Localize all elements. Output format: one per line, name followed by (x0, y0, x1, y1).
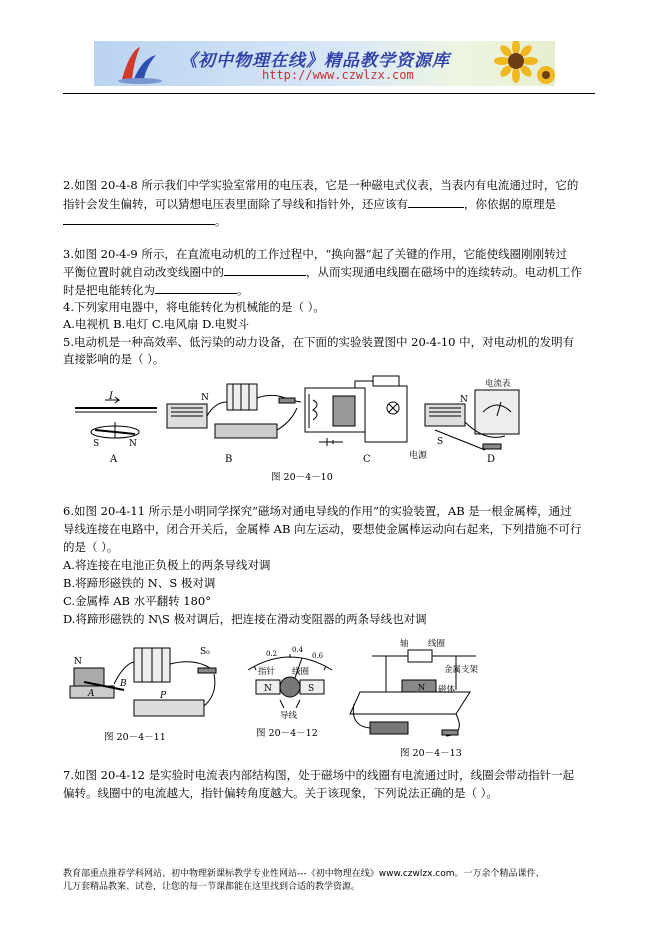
q6-option-c: C.金属棒 AB 水平翻转 180° (63, 594, 211, 608)
fig13-axis: 轴 (400, 639, 409, 649)
fig-d-n: N (460, 395, 468, 405)
fig11-s0: S₀ (200, 647, 210, 657)
fig-d-ammeter-label: 电流表 (485, 379, 511, 389)
fig-b-apparatus (167, 384, 301, 438)
fig12-wire: 导线 (280, 711, 298, 721)
q5-line1: 5.电动机是一种高效率、低污染的动力设备，在下面的实验装置图中 20-4-10 中，对电动机的发明有 (63, 335, 575, 349)
q3-line3: 时是把电能转化为 。 (63, 283, 249, 297)
q6-option-b: B.将蹄形磁铁的 N、S 极对调 (63, 576, 216, 590)
fig12-tick-3: 0.6 (312, 652, 324, 660)
fig12-tick-1: 0.2 (266, 650, 278, 658)
q2-line2a: 指针会发生偏转，可以猜想电压表里面除了导线和指针外，还应该有 (63, 197, 408, 211)
fig-c-apparatus (305, 376, 407, 446)
fig-label-c: C (363, 454, 371, 465)
fig-a-current-label: I (109, 391, 113, 402)
banner-url: http://www.czwlzx.com (262, 68, 414, 82)
fig-d-s: S (437, 437, 444, 447)
fig13-magnet: 磁体 (438, 685, 456, 695)
q2-line2 (63, 196, 556, 212)
q4-options: A.电视机 B.电灯 C.电风扇 D.电熨斗 (63, 317, 250, 331)
fig-caption-20-4-11: 图 20－4－11 (104, 732, 166, 743)
fig12-n: N (264, 684, 272, 694)
fig-a-wire-compass (75, 397, 157, 438)
fig13-bracket: 金属支架 (444, 665, 479, 675)
footer-line1: 教育部重点推荐学科网站、初中物理新课标教学专业性网站---《初中物理在线》www.czwlzx.com。一万余个精品课件、 (63, 869, 545, 879)
fig-label-d: D (487, 454, 496, 465)
q4-stem: 4.下列家用电器中，将电能转化为机械能的是（ ）。 (63, 300, 325, 314)
fig11-b: B (120, 679, 127, 689)
figure-20-4-12 (240, 642, 340, 742)
q5-line2: 直接影响的是（ ）。 (63, 352, 165, 366)
figure-20-4-10 (65, 372, 545, 484)
header-rule (63, 93, 595, 94)
q6-option-d: D.将蹄形磁铁的 N\S 极对调后，把连接在滑动变阻器的两条导线也对调 (63, 612, 427, 626)
q2-line2b: ，你依据的原理是 (464, 197, 556, 211)
fig-caption-20-4-12: 图 20－4－12 (256, 728, 318, 739)
fig11-p: P (160, 691, 167, 701)
q7-line2: 偏转。线圈中的电流越大，指针偏转角度越大。关于该现象，下列说法正确的是（ ）。 (63, 786, 498, 800)
q2-line3: 。 (63, 213, 227, 229)
q2-blank1 (408, 196, 464, 208)
fig-a-s: S (93, 439, 100, 449)
fig-a-n: N (129, 439, 137, 449)
fig12-s: S (308, 684, 315, 694)
fig-b-n: N (201, 393, 209, 403)
fig-label-a: A (110, 454, 118, 465)
site-logo (112, 41, 172, 86)
q3-line2 (63, 264, 582, 280)
fig12-pointer: 指针 (258, 667, 276, 677)
q3-line2a: 平衡位置时就自动改变线圈中的 (63, 265, 224, 279)
q6-line3: 的是（ ）。 (63, 540, 119, 554)
fig-label-b: B (225, 454, 233, 465)
q2-blank2 (63, 213, 215, 225)
fig11-n: N (74, 657, 82, 667)
q6-line2: 导线连接在电路中，闭合开关后，金属棒 AB 向左运动，要想使金属棒运动向右起来，下列措施不可行 (63, 522, 582, 536)
fig-caption-20-4-10: 图 20－4－10 (271, 472, 333, 483)
fig13-coil: 线圈 (428, 639, 446, 649)
banner-title: 《初中物理在线》精品教学资源库 (180, 51, 450, 71)
fig-c-power-label: 电源 (409, 451, 428, 461)
figure-20-4-11 (64, 634, 234, 746)
q3-line2b: ，从而实现通电线圈在磁场中的连续转动。电动机工作 (306, 265, 582, 279)
header-banner (94, 41, 555, 86)
fig13-n: N (418, 683, 425, 692)
fig12-coil: 线圈 (292, 667, 310, 677)
sunflower-icon (486, 41, 555, 86)
q2-line1: 2.如图 20-4-8 所示我们中学实验室常用的电压表，它是一种磁电式仪表，当表内有电流通过时，它的 (63, 178, 579, 192)
q3-line3a: 时是把电能转化为 (63, 283, 155, 297)
fig-caption-20-4-13: 图 20－4－13 (400, 748, 462, 759)
q3-line1: 3.如图 20-4-9 所示，在直流电动机的工作过程中，“换向器”起了关键的作用，它能使线圈刚刚转过 (63, 247, 568, 261)
figure-20-4-13 (346, 634, 496, 762)
q6-option-a: A.将连接在电池正负极上的两条导线对调 (63, 558, 271, 572)
q7-line1: 7.如图 20-4-12 是实验时电流表内部结构图，处于磁场中的线圈有电流通过时，线圈会带动指针一起 (63, 768, 575, 782)
fig11-a: A (88, 689, 95, 699)
q6-line1: 6.如图 20-4-11 所示是小明同学探究“磁场对通电导线的作用”的实验装置，AB 是一根金属棒，通过 (63, 504, 572, 518)
footer-line2: 几万套精品教案、试卷，让您的每一节课都能在这里找到合适的教学资源。 (63, 882, 361, 892)
q3-blank2 (155, 282, 237, 294)
q3-blank1 (224, 264, 306, 276)
fig12-tick-2: 0.4 (292, 646, 304, 654)
